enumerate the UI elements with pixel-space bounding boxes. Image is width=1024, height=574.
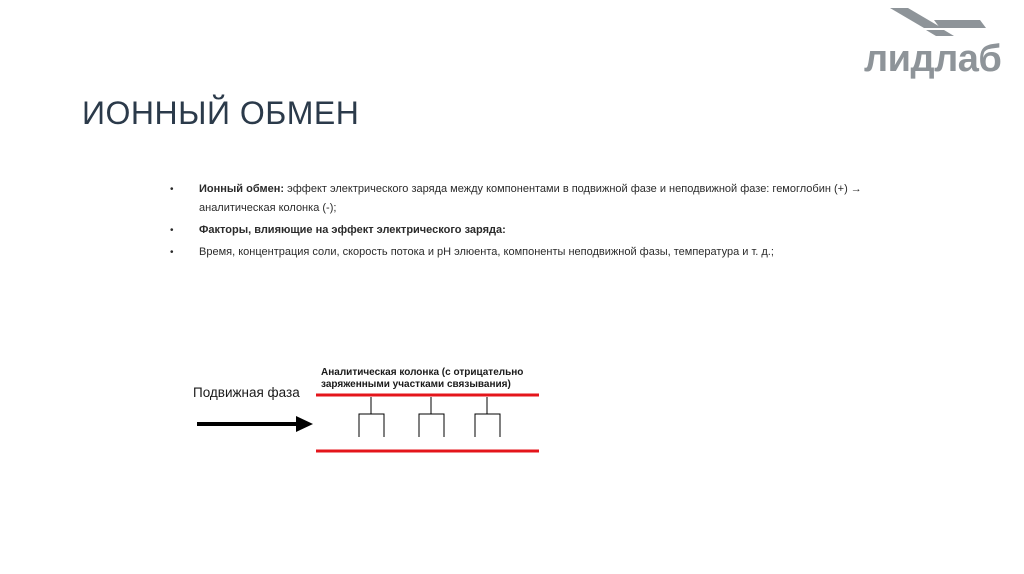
column-label-line2: заряженными участками связывания) [321, 379, 511, 390]
mobile-phase-label: Подвижная фаза [193, 385, 300, 400]
column-label-line1: Аналитическая колонка (с отрицательно [321, 367, 524, 378]
bullet-text: эффект электрического заряда между компонентами в подвижной фазе и неподвижной фазе: гемоглобин (+) → аналитическая колонка (-); [199, 183, 862, 214]
bullet-text: Время, концентрация соли, скорость потока и pH элюента, компоненты неподвижной фазы, температура и т. д.; [199, 246, 774, 258]
binding-site [419, 397, 444, 437]
logo-text: лидлаб [864, 38, 1002, 80]
bullet-text: Факторы, влияющие на эффект электрического заряда: [199, 224, 506, 236]
flow-arrow-head [296, 416, 313, 432]
binding-site [359, 397, 384, 437]
slide-title: ИОННЫЙ ОБМЕН [82, 95, 360, 131]
binding-site [475, 397, 500, 437]
bullet-term: Ионный обмен: [199, 183, 285, 195]
